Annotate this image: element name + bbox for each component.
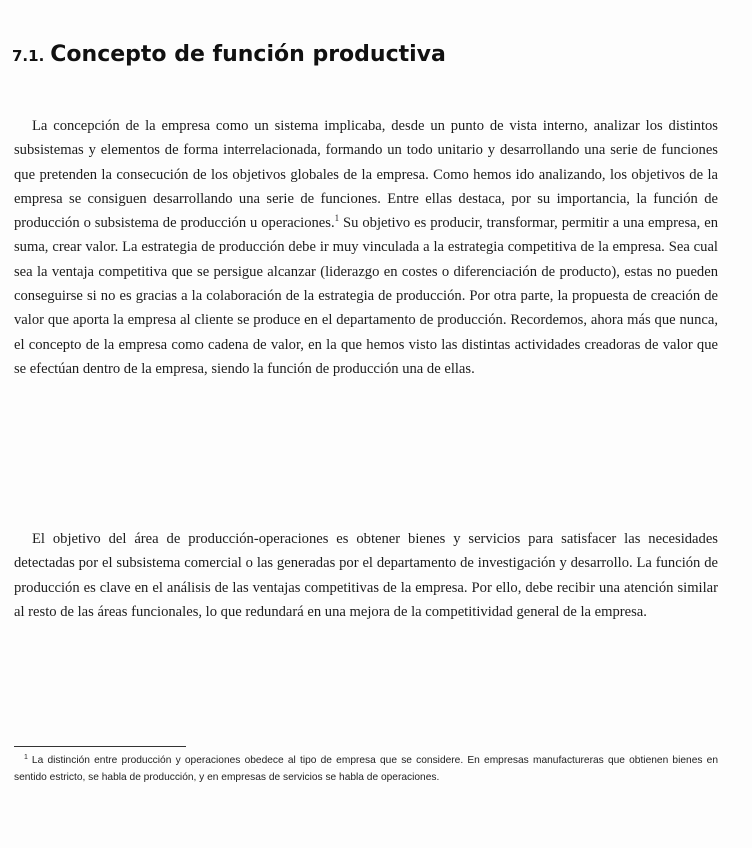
paragraph-2: El objetivo del área de producción-operaciones es obtener bienes y servicios para satisfacer las necesidades detectadas por el subsistema comercial o las generadas por el departamento de investigación y desarrollo. La función de producción es clave en el análisis de las ventajas competitivas de la empresa. Por ello, debe recibir una atención similar al resto de las áreas funcionales, lo que redundará en una mejora de la competitividad general de la empresa. bbox=[14, 531, 718, 620]
paragraph-1-text: La concepción de la empresa como un sistema implicaba, desde un punto de vista interno, analizar los distintos subsistemas y elementos de forma interrelacionada, formando un todo unitario y desarrollando una serie de funciones que pretenden la consecución de los objetivos globales de la empresa. Como hemos ido analizando, los objetivos de la empresa se consiguen desarrollando una serie de funciones. Entre ellas destaca, por su importancia, la función de producción o subsistema de producción u operaciones. bbox=[14, 118, 718, 232]
section-heading bbox=[12, 40, 732, 71]
footnote bbox=[14, 752, 718, 786]
footnote-text: La distinción entre producción y operaciones obedece al tipo de empresa que se considere. En empresas manufactureras que obtienen bienes en sentido estricto, se habla de producción, y en empresas de servicios se habla de operaciones. bbox=[14, 755, 718, 783]
section-number: 7.1. bbox=[12, 47, 45, 65]
paragraph-1-continued: Su objetivo es producir, transformar, permitir a una empresa, en suma, crear valor. La estrategia de producción debe ir muy vinculada a la estrategia competitiva de la empresa. Sea cual sea la ventaja competitiva que se persigue alcanzar (liderazgo en costes o diferenciación de producto), estas no pueden conseguirse si no es gracias a la colaboración de la estrategia de producción. Por otra parte, la propuesta de creación de valor que aporta la empresa al cliente se produce en el departamento de producción. Recordemos, ahora más que nunca, el concepto de la empresa como cadena de valor, en la que hemos visto las distintas actividades creadoras de valor que se efectúan dentro de la empresa, siendo la función de producción una de ellas. bbox=[14, 215, 718, 377]
footnote-mark: 1 bbox=[24, 753, 28, 761]
paragraph-1 bbox=[14, 114, 718, 381]
footnote-reference: 1 bbox=[334, 213, 340, 224]
section-title: Concepto de función productiva bbox=[50, 42, 446, 67]
footnote-divider bbox=[14, 746, 186, 747]
